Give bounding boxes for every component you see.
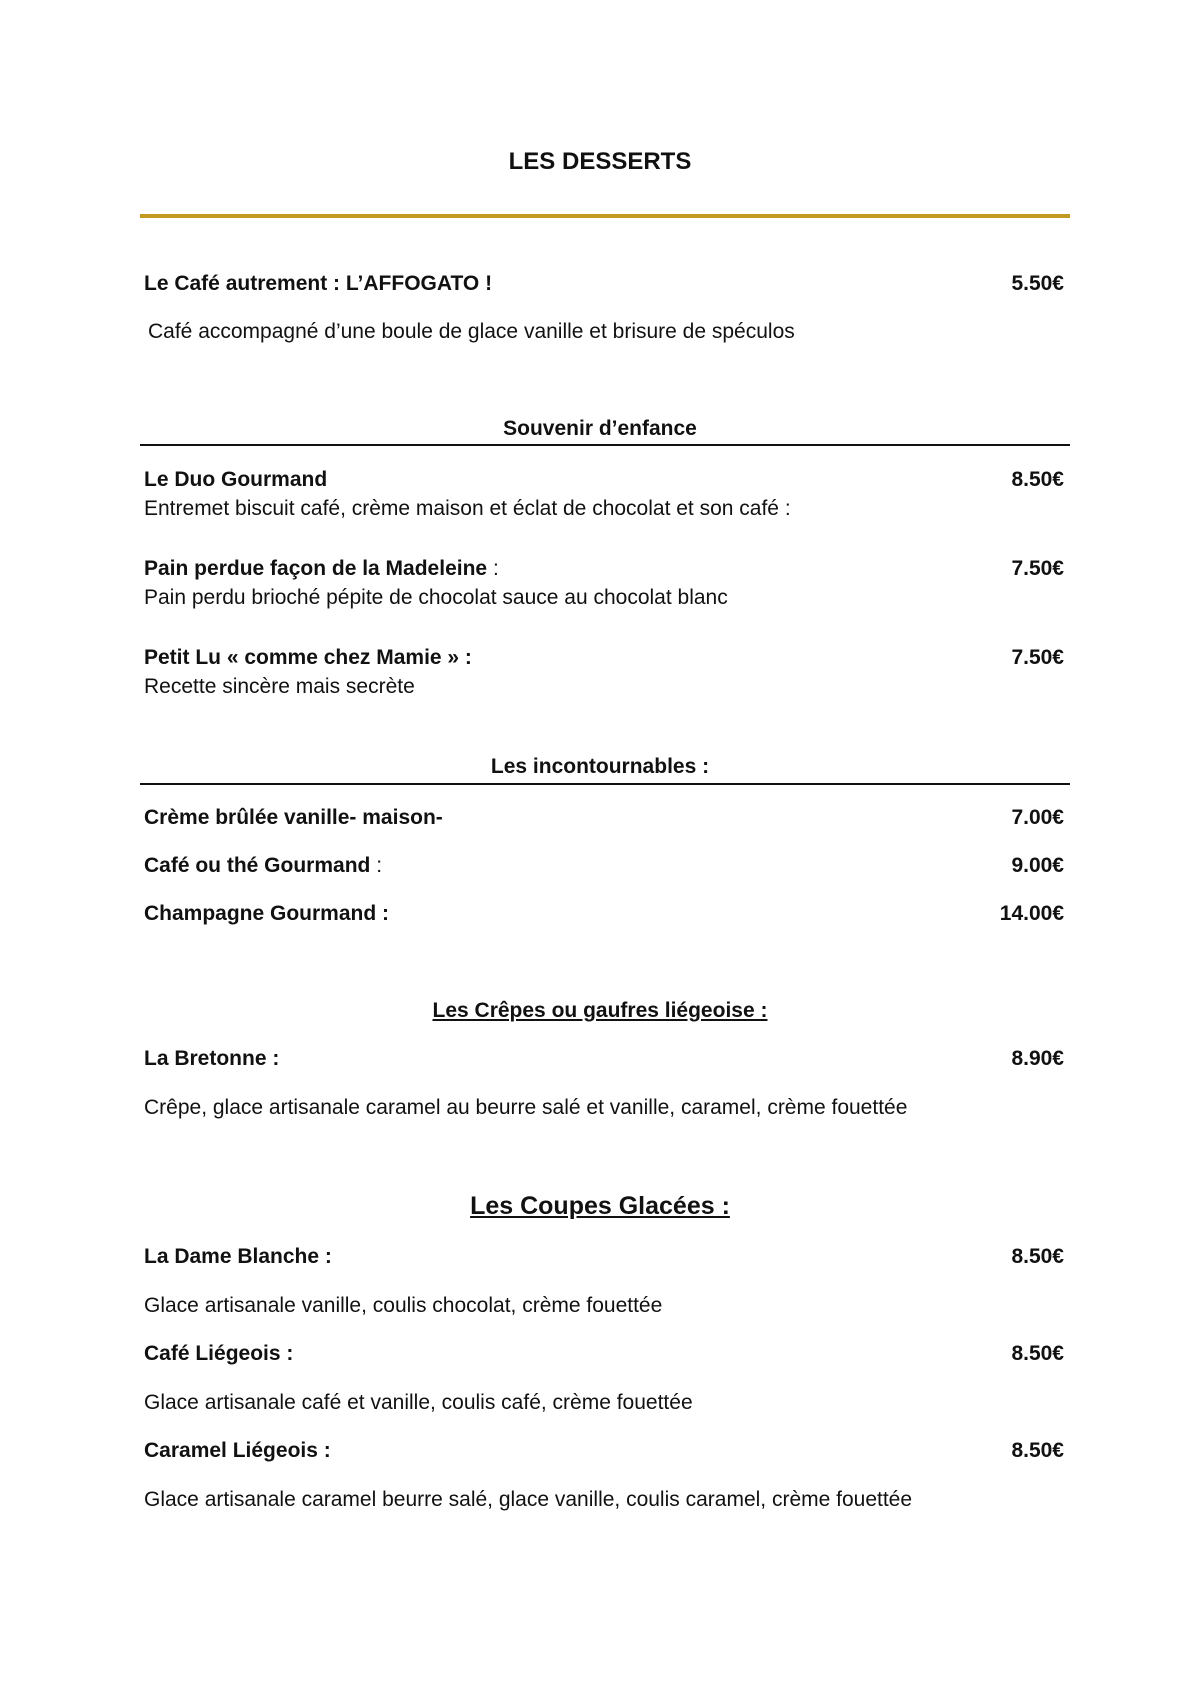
page-title: LES DESSERTS: [508, 148, 692, 175]
petit-lu-description: Recette sincère mais secrète: [144, 675, 415, 698]
section-heading-incontournables: Les incontournables :: [490, 755, 710, 778]
petit-lu-price: 7.50€: [1011, 646, 1064, 669]
dame-blanche-name: La Dame Blanche :: [144, 1245, 332, 1268]
pain-perdue-name-suffix: :: [487, 557, 499, 580]
section-divider-incontournables: [140, 783, 1070, 785]
cafe-liegeois-price: 8.50€: [1011, 1342, 1064, 1365]
affogato-name: Le Café autrement : L’AFFOGATO !: [144, 272, 493, 295]
duo-gourmand-name: Le Duo Gourmand: [144, 468, 328, 491]
affogato-description: Café accompagné d’une boule de glace vanille et brisure de spéculos: [148, 320, 795, 343]
pain-perdue-name: [144, 557, 499, 581]
affogato-price: 5.50€: [1011, 272, 1064, 295]
section-heading-crepes: [0, 999, 1200, 1023]
cafe-gourmand-name-suffix: :: [370, 854, 383, 877]
duo-gourmand-price: 8.50€: [1011, 468, 1064, 491]
duo-gourmand-description: Entremet biscuit café, crème maison et éclat de chocolat et son café :: [144, 497, 791, 520]
section-heading-crepes-text: Les Crêpes ou gaufres liégeoise :: [432, 999, 768, 1022]
champagne-gourmand-price: 14.00€: [999, 902, 1064, 925]
dame-blanche-price: 8.50€: [1011, 1245, 1064, 1268]
cafe-gourmand-price: 9.00€: [1011, 854, 1064, 877]
petit-lu-name: Petit Lu « comme chez Mamie » :: [144, 646, 472, 669]
caramel-liegeois-name: Caramel Liégeois :: [144, 1439, 331, 1462]
pain-perdue-price: 7.50€: [1011, 557, 1064, 580]
section-divider-souvenir: [140, 444, 1070, 446]
champagne-gourmand-name: Champagne Gourmand :: [144, 902, 390, 925]
cafe-liegeois-name: Café Liégeois :: [144, 1342, 294, 1365]
cafe-gourmand-name-text: Café ou thé Gourmand: [144, 854, 371, 877]
pain-perdue-description: Pain perdu brioché pépite de chocolat sauce au chocolat blanc: [144, 586, 728, 609]
section-heading-souvenir: Souvenir d’enfance: [503, 417, 697, 440]
dame-blanche-description: Glace artisanale vanille, coulis chocolat, crème fouettée: [144, 1294, 663, 1317]
title-divider: [140, 214, 1070, 218]
caramel-liegeois-description: Glace artisanale caramel beurre salé, glace vanille, coulis caramel, crème fouettée: [144, 1488, 913, 1511]
section-heading-coupes-text: Les Coupes Glacées :: [470, 1192, 730, 1220]
section-heading-coupes: [0, 1192, 1200, 1221]
bretonne-name: La Bretonne :: [144, 1047, 280, 1070]
pain-perdue-name-text: Pain perdue façon de la Madeleine: [144, 557, 488, 580]
caramel-liegeois-price: 8.50€: [1011, 1439, 1064, 1462]
bretonne-description: Crêpe, glace artisanale caramel au beurre salé et vanille, caramel, crème fouettée: [144, 1096, 908, 1119]
bretonne-price: 8.90€: [1011, 1047, 1064, 1070]
cafe-liegeois-description: Glace artisanale café et vanille, coulis café, crème fouettée: [144, 1391, 693, 1414]
creme-brulee-name: Crème brûlée vanille- maison-: [144, 806, 443, 829]
cafe-gourmand-name: [144, 854, 382, 878]
creme-brulee-price: 7.00€: [1011, 806, 1064, 829]
